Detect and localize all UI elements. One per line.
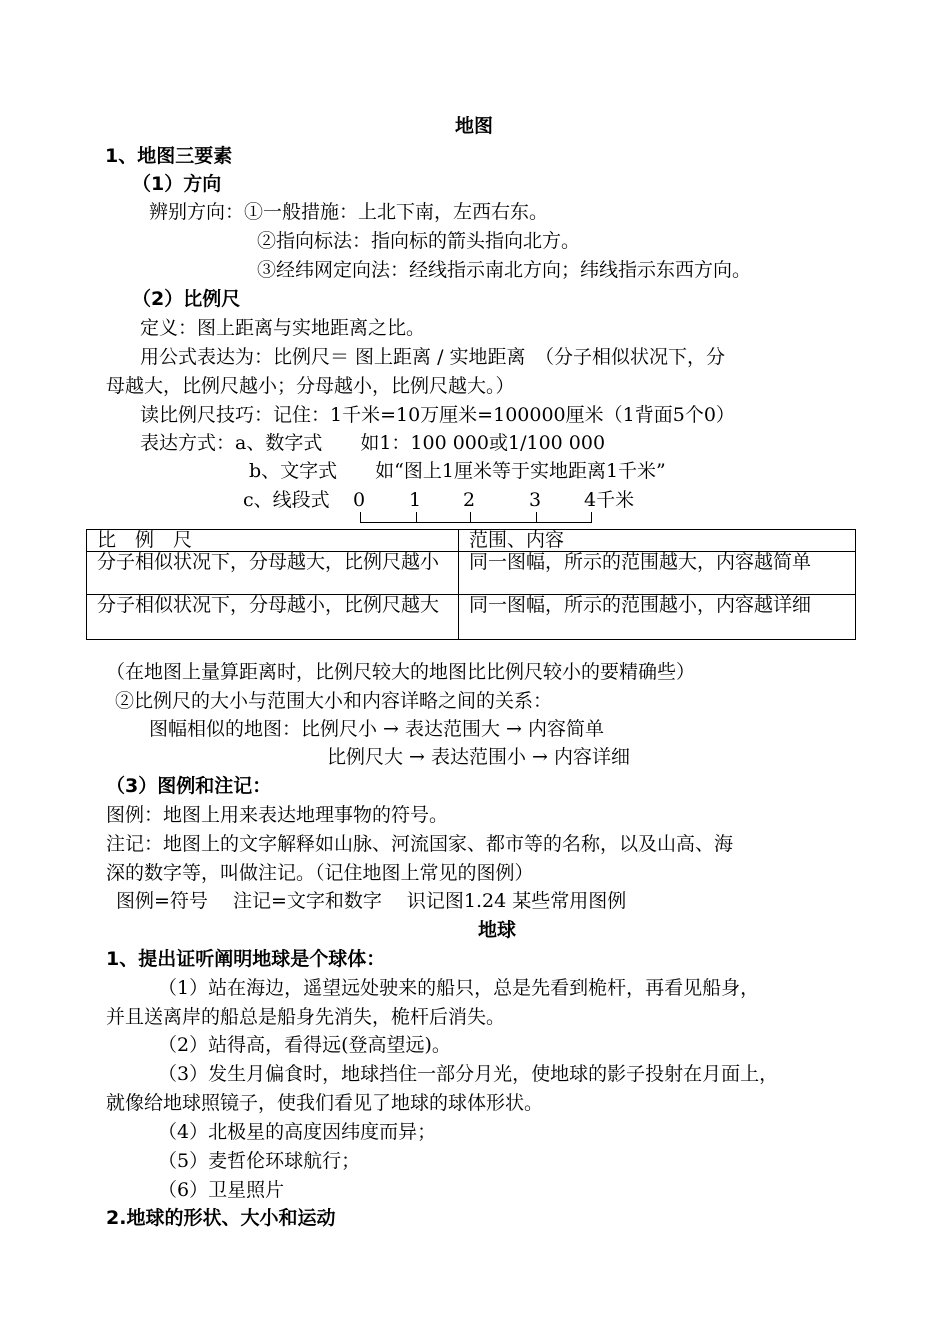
page-title-earth: 地球 [478,919,517,941]
relation-line-1: 图幅相似的地图：比例尺小 → 表达范围大 → 内容简单 [149,718,604,740]
heading-earth-shape: 2.地球的形状、大小和运动 [106,1207,336,1229]
scale-bar-tick [416,512,417,522]
expression-numeric: 表达方式：a、数字式 如1：100 000或1/100 000 [140,432,606,454]
table-header-cell: 范围、内容 [459,530,856,552]
proof-4: （4）北极星的高度因纬度而异； [158,1121,437,1143]
legend-summary: 图例=符号 注记=文字和数字 识记图1.24 某些常用图例 [116,890,627,912]
scale-bar-tick [470,512,471,522]
proof-1-line-1: （1）站在海边，遥望远处驶来的船只，总是先看到桅杆，再看见船身， [158,977,760,999]
direction-line-3: ③经纬网定向法：经线指示南北方向；纬线指示东西方向。 [257,259,752,281]
subheading-legend: （3）图例和注记： [106,775,272,797]
table-cell: 分子相似状况下，分母越大，比例尺越小 [87,552,459,595]
direction-line-2: ②指向标法：指向标的箭头指向北方。 [257,230,581,252]
proof-1-line-2: 并且送离岸的船总是船身先消失，桅杆后消失。 [106,1006,506,1028]
scale-reading-tip: 读比例尺技巧：记住：1千米=10万厘米=100000厘米（1背面5个0） [140,404,735,426]
accuracy-note: （在地图上量算距离时，比例尺较大的地图比比例尺较小的要精确些） [106,661,696,683]
table-row [87,552,856,595]
table-cell: 分子相似状况下，分母越小，比例尺越大 [87,595,459,640]
scale-comparison-table [86,529,856,640]
scale-tick-label-0: 0 [353,489,366,511]
annotation-definition-line-2: 深的数字等，叫做注记。（记住地图上常见的图例） [106,862,534,884]
table-row [87,595,856,640]
relation-line-2: 比例尺大 → 表达范围小 → 内容详细 [327,746,630,768]
relation-heading: ②比例尺的大小与范围大小和内容详略之间的关系： [115,690,553,712]
scale-definition: 定义：图上距离与实地距离之比。 [140,317,426,339]
annotation-definition-line-1: 注记：地图上的文字解释如山脉、河流国家、都市等的名称，以及山高、海 [106,833,734,855]
subheading-scale: （2）比例尺 [132,288,241,310]
scale-bar-tick [536,512,537,522]
subheading-direction: （1）方向 [132,173,222,195]
page-title-map: 地图 [455,115,494,137]
scale-bar-line [360,512,592,523]
scale-tick-label-3: 3 [529,489,542,511]
expression-line-segment: c、线段式 [243,489,330,511]
scale-tick-label-1: 1 [409,489,422,511]
proof-5: （5）麦哲伦环球航行； [158,1150,361,1172]
heading-map-elements: 1、地图三要素 [105,145,233,167]
proof-2: （2）站得高，看得远(登高望远)。 [158,1034,451,1056]
direction-line-1: 辨别方向：①一般措施：上北下南，左西右东。 [149,201,549,223]
expression-text: b、文字式 如“图上1厘米等于实地距离1千米” [249,460,666,482]
table-cell: 同一图幅，所示的范围越大，内容越简单 [459,552,856,595]
table-header-cell: 比 例 尺 [87,530,459,552]
proof-3-line-1: （3）发生月偏食时，地球挡住一部分月光，使地球的影子投射在月面上， [158,1063,779,1085]
scale-formula-line-2: 母越大，比例尺越小；分母越小，比例尺越大。） [106,375,515,397]
legend-definition: 图例：地图上用来表达地理事物的符号。 [106,804,449,826]
proof-3-line-2: 就像给地球照镜子，使我们看见了地球的球体形状。 [106,1092,544,1114]
scale-tick-label-4: 4千米 [584,489,635,511]
heading-earth-proof: 1、提出证听阐明地球是个球体： [106,948,386,970]
table-cell: 同一图幅，所示的范围越小，内容越详细 [459,595,856,640]
scale-formula-line-1: 用公式表达为：比例尺＝ 图上距离 / 实地距离 （分子相似状况下，分 [140,346,726,368]
scale-tick-label-2: 2 [463,489,476,511]
proof-6: （6）卫星照片 [158,1179,285,1201]
table-header-row [87,530,856,552]
